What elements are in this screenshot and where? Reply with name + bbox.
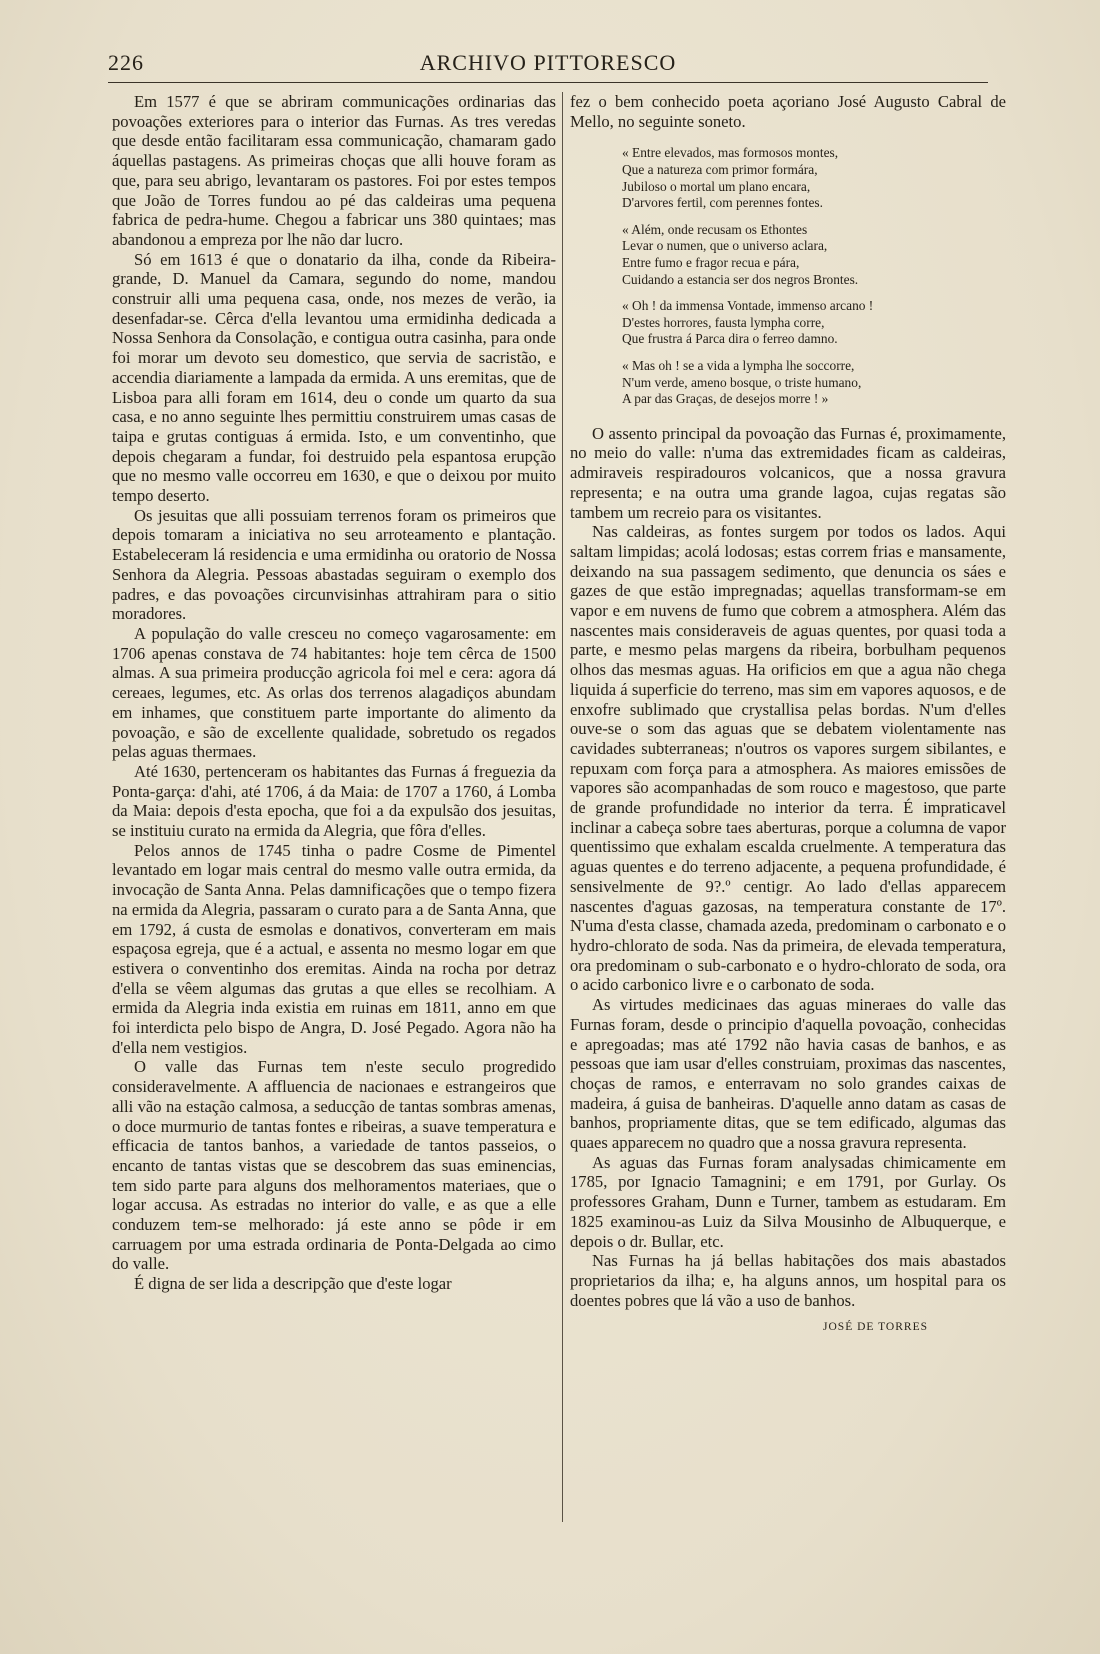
verse-line: D'estes horrores, fausta lympha corre, [622,314,825,330]
paragraph: Até 1630, pertenceram os habitantes das Furnas á freguezia da Ponta-garça: d'ahi, até 1706, á da Maia: de 1707 a 1760, á Lomba da Maia: depois d'esta epocha, que foi a da expulsão dos jesuitas, se instituiu curato na ermida da Alegria, que fôra d'elles. [112,761,556,841]
paragraph: O assento principal da povoação das Furnas é, proximamente, no meio do valle: n'uma das extremidades ficam as caldeiras, admiraveis respiradouros volcanicos, que a nossa gravura representa; e na outra uma grande lagoa, cujas regatas são tambem um recreio para os visitantes. [570,423,1006,522]
verse-line: « Mas oh ! se a vida a lympha lhe soccorre, [622,357,855,373]
paragraph: Nas caldeiras, as fontes surgem por todos os lados. Aqui saltam limpidas; acolá lodosas; estas correm frias e mansamente, deixando na sua passagem sedimento, que denuncia os sáes e gazes de que estão impregnadas; aquellas transformam-se em vapor e em nuvens de fumo que cobrem a atmosphera. Além das nascentes mais consideraveis de aguas quentes, por quasi toda a parte, e mesmo pelas margens da ribeira, borbulham pequenos olhos das mesmas aguas. Ha orificios em que a agua não chega liquida á superficie do terreno, mas sim em vapores aquosos, e de enxofre sublimado que crystallisa pelas bordas. N'um d'elles ouve-se o som das aguas que se debatem violentamente nas cavidades subterraneas; n'outros os vapores surgem sibilantes, e repuxam com força para a atmosphera. As maiores emissões de vapores são acompanhadas de som rouco e magestoso, que parte de grande profundidade no interior da terra. É impraticavel inclinar a cabeça sobre taes aberturas, porque a columna de vapor quentissimo que exhalam escalda cruelmente. A temperatura das aguas quentes e do terreno adjacente, a pequena profundidade, é sensivelmente de 9?.º centigr. Ao lado d'ellas apparecem nascentes d'aguas gazosas, na temperatura constante de 17º. N'uma d'esta classe, chamada azeda, predominam o carbonato e o hydro-chlorato de soda. Nas da primeira, de elevada temperatura, ora predominam o sub-carbonato e o hydro-chlorato de soda, ora o acido carbonico livre e o carbonato de soda. [570,522,1006,995]
sonnet-stanza [622,358,1006,408]
paragraph: A população do valle cresceu no começo vagarosamente: em 1706 apenas constava de 74 habitantes: hoje tem cêrca de 1500 almas. A sua primeira producção agricola foi mel e cera: agora dá cereaes, legumes, etc. As orlas dos terrenos alagadiços abundam em inhames, que constituem parte importante do alimento da povoação, e são de excellente qualidade, sobretudo os regados pelas aguas thermaes. [112,623,556,762]
verse-line: Jubiloso o mortal um plano encara, [622,178,811,194]
verse-line: D'arvores fertil, com perennes fontes. [622,195,823,211]
paragraph: Nas Furnas ha já bellas habitações dos mais abastados proprietarios da ilha; e, ha alguns annos, um hospital para os doentes pobres que lá vão a uso de banhos. [570,1251,1006,1310]
author-signature: JOSÉ DE TORRES [823,1321,928,1334]
verse-line: « Além, onde recusam os Ethontes [622,221,808,237]
verse-line: A par das Graças, de desejos morre ! » [622,391,829,407]
sonnet-stanza [622,298,1006,348]
verse-line: Que frustra á Parca dira o ferreo damno. [622,331,838,347]
verse-line: N'um verde, ameno bosque, o triste humano, [622,374,862,390]
sonnet-stanza [622,222,1006,288]
paragraph: O valle das Furnas tem n'este seculo progredido consideravelmente. A affluencia de nacionaes e estrangeiros que alli vão na estação calmosa, a seducção de tantas sombras amenas, o doce murmurio de tantas fontes e ribeiras, a suave temperatura e efficacia de tantos banhos, a variedade de tantos passeios, o encanto de tantas vistas que se descobrem das suas eminencias, tem sido parte para alguns dos melhoramentos materiaes, que o logar accusa. As estradas no interior do valle, e as que a elle conduzem tem-se melhorado: já este anno se pôde ir em carruagem por uma estrada ordinaria de Ponta-Delgada ao cimo do valle. [112,1057,556,1274]
paragraph: As virtudes medicinaes das aguas mineraes do valle das Furnas foram, desde o principio d'aquella povoação, conhecidas e apregoadas; mas até 1792 não havia casas de banhos, e as pessoas que iam usar d'elles construiam, proximas das nascentes, choças de ramos, e enterravam no solo grandes caixas de madeira, á guisa de banheiras. D'aquelle anno datam as casas de banhos, propriamente ditas, que se tem edificado, algumas das quaes apparecem no quadro que a nossa gravura representa. [570,995,1006,1153]
page-header [108,48,988,83]
verse-line: Que a natureza com primor formára, [622,162,818,177]
paragraph: As aguas das Furnas foram analysadas chimicamente em 1785, por Ignacio Tamagnini; e em 1791, por Gurlay. Os professores Graham, Dunn e Turner, tambem as estudaram. Em 1825 examinou-as Luiz da Silva Mousinho de Albuquerque, e depois o dr. Bullar, etc. [570,1152,1006,1251]
paragraph: Só em 1613 é que o donatario da ilha, conde da Ribeira-grande, D. Manuel da Camara, segundo do nome, mandou construir alli uma pequena casa, onde, nos mezes de verão, ia desenfadar-se. Cêrca d'ella levantou uma ermidinha dedicada a Nossa Senhora da Consolação, e contigua outra casinha, para onde foi morar um devoto seu domestico, que servia de sacristão, e accendia diariamente a lampada da ermida. A uns eremitas, que de Lisboa para alli foram em 1614, deu o conde um quarto da sua casa, e no anno seguinte lhes permittiu construirem umas casas de taipa e grutas contiguas á ermida. Isto, e um conventinho, que depois chegaram a fundar, foi destruido pela espantosa erupção que no mesmo valle occorreu em 1630, e que o deixou por muito tempo deserto. [112,249,556,506]
verse-line: « Oh ! da immensa Vontade, immenso arcano ! [622,298,874,314]
column-divider [562,92,563,1522]
running-title: ARCHIVO PITTORESCO [419,50,677,75]
right-column [570,92,1006,1338]
page-number: 226 [108,50,144,75]
verse-line: Cuidando a estancia ser dos negros Brontes. [622,271,859,287]
verse-line: Entre fumo e fragor recua e pára, [622,254,800,270]
paragraph: Os jesuitas que alli possuiam terrenos foram os primeiros que depois tomaram a iniciativa no seu arroteamento e plantação. Estabeleceram lá residencia e uma ermidinha ou oratorio de Nossa Senhora da Alegria. Pessoas abastadas seguiram o exemplo dos padres, e das povoações circunvisinhas attrahiram para o sitio moradores. [112,505,556,624]
paragraph: É digna de ser lida a descripção que d'este logar [134,1274,452,1294]
verse-line: « Entre elevados, mas formosos montes, [622,145,839,161]
sonnet [570,145,1006,407]
left-column [112,92,556,1294]
paragraph: Pelos annos de 1745 tinha o padre Cosme de Pimentel levantado em logar mais central do mesmo valle outra ermida, da invocação de Santa Anna. Pelas damnificações que o tempo fizera na ermida da Alegria, passaram o curato para a de Santa Anna, que em 1792, á custa de esmolas e donativos, converteram em mais espaçosa egreja, que é a actual, e assenta no mesmo logar em que estivera o conventinho dos eremitas. Ainda na rocha por detraz d'ella se vêem algumas das grutas a que elles se recolhiam. A ermida da Alegria inda existia em ruinas em 1811, anno em que foi interdicta pelo bispo de Angra, D. José Pegado. Agora não ha d'ella nem vestigios. [112,840,556,1057]
paragraph-continuation: fez o bem conhecido poeta açoriano José Augusto Cabral de Mello, no seguinte soneto. [570,92,1006,131]
verse-line: Levar o numen, que o universo aclara, [622,238,828,254]
paragraph: Em 1577 é que se abriram communicações ordinarias das povoações exteriores para o interior das Furnas. As tres veredas que desde então facilitaram essa communicação, chamaram gado áquellas pastagens. As primeiras choças que alli houve foram as que, para seu abrigo, levantaram os pastores. Foi por estes tempos que João de Torres fundou ao pé das caldeiras uma pequena fabrica de pedra-hume. Chegou a fabricar uns 380 quintaes; mas abandonou a empreza por lhe não dar lucro. [112,92,556,249]
sonnet-stanza [622,145,1006,211]
